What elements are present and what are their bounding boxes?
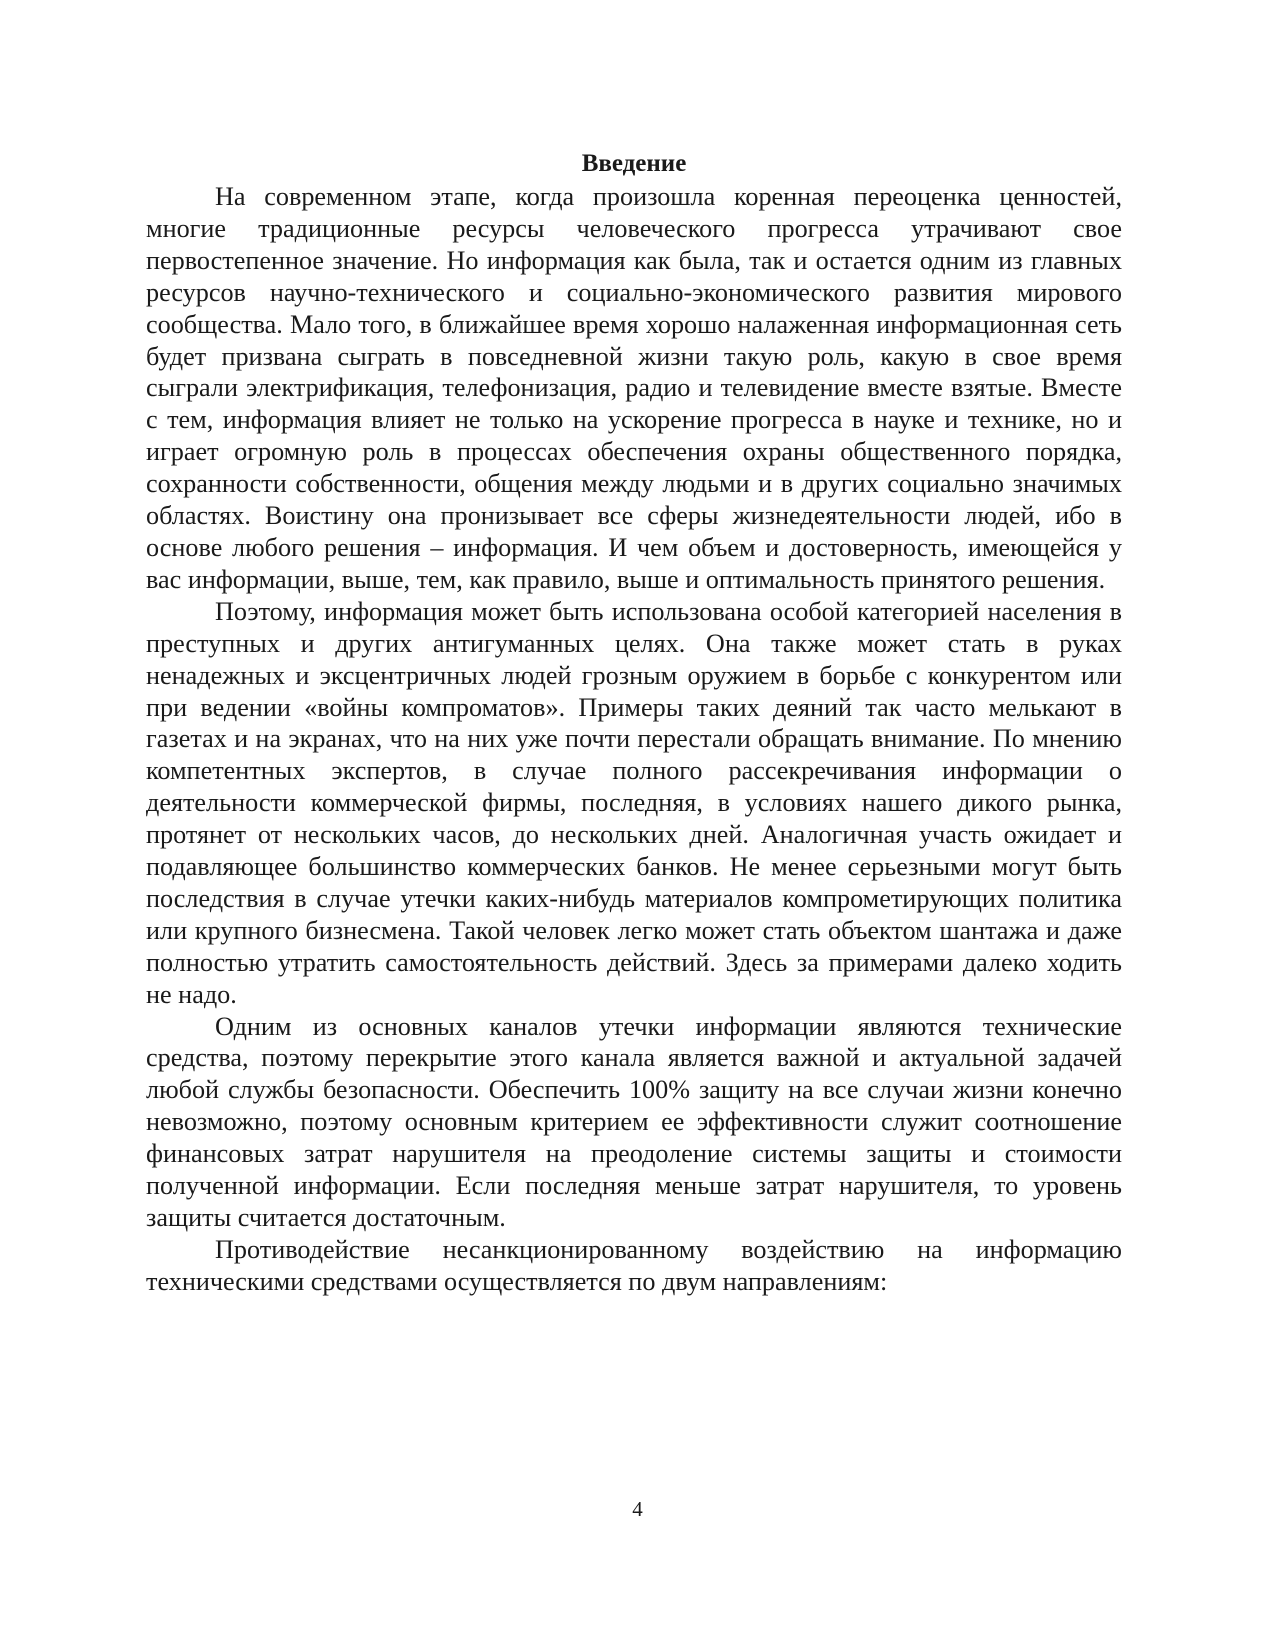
- paragraph-2: Поэтому, информация может быть использована особой категорией населения в преступных и других антигуманных целях. Она также может стать в руках ненадежных и эксцентричных людей грозным оружием в борьбе с конкурентом или при ведении «войны компроматов». Примеры таких деяний так часто мелькают в газетах и на экранах, что на них уже почти перестали обращать внимание. По мнению компетентных экспертов, в случае полного рассекречивания информации о деятельности коммерческой фирмы, последняя, в условиях нашего дикого рынка, протянет от нескольких часов, до нескольких дней. Аналогичная участь ожидает и подавляющее большинство коммерческих банков. Не менее серьезными могут быть последствия в случае утечки каких-нибудь материалов компрометирующих политика или крупного бизнесмена. Такой человек легко может стать объектом шантажа и даже полностью утратить самостоятельность действий. Здесь за примерами далеко ходить не надо.: [146, 596, 1122, 1009]
- paragraph-4: Противодействие несанкционированному воздействию на информацию техническими средствами осуществляется по двум направлениям:: [146, 1234, 1122, 1296]
- page-number: 4: [632, 1497, 643, 1521]
- paragraph-3: Одним из основных каналов утечки информации являются технические средства, поэтому перекрытие этого канала является важной и актуальной задачей любой службы безопасности. Обеспечить 100% защиту на все случаи жизни конечно невозможно, поэтому основным критерием ее эффективности служит соотношение финансовых затрат нарушителя на преодоление системы защиты и стоимости полученной информации. Если последняя меньше затрат нарушителя, то уровень защиты считается достаточным.: [146, 1011, 1122, 1232]
- page-content: [146, 148, 1122, 1298]
- section-title: Введение: [581, 150, 687, 177]
- paragraph-1: На современном этапе, когда произошла коренная переоценка ценностей, многие традиционные ресурсы человеческого прогресса утрачивают свое первостепенное значение. Но информация как была, так и остается одним из главных ресурсов научно-технического и социально-экономического развития мирового сообщества. Мало того, в ближайшее время хорошо налаженная информационная сеть будет призвана сыграть в повседневной жизни такую роль, какую в свое время сыграли электрификация, телефонизация, радио и телевидение вместе взятые. Вместе с тем, информация влияет не только на ускорение прогресса в науке и технике, но и играет огромную роль в процессах обеспечения охраны общественного порядка, сохранности собственности, общения между людьми и в других социально значимых областях. Воистину она пронизывает все сферы жизнедеятельности людей, ибо в основе любого решения – информация. И чем объем и достоверность, имеющейся у вас информации, выше, тем, как правило, выше и оптимальность принятого решения.: [146, 182, 1122, 594]
